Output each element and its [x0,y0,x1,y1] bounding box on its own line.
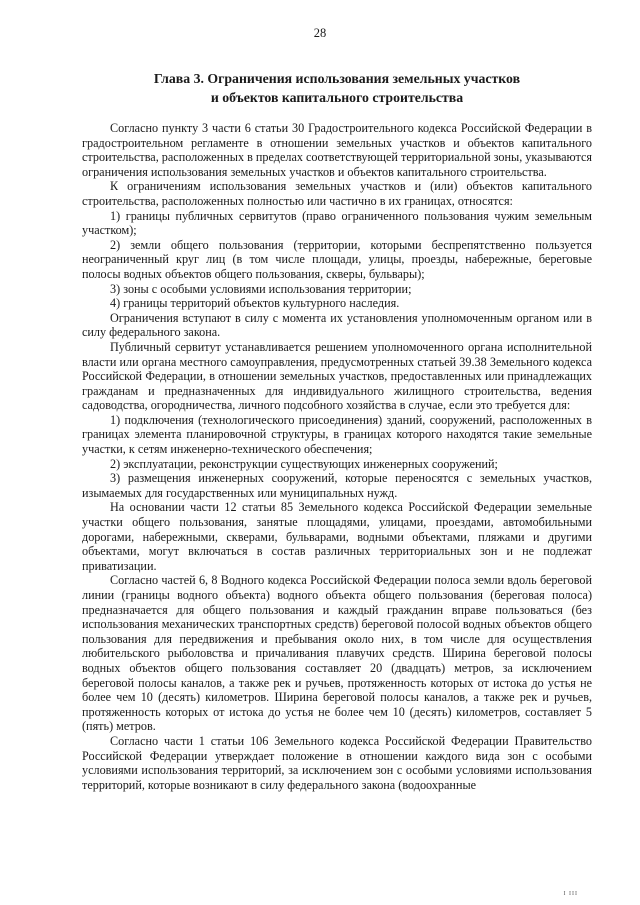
paragraph: Публичный сервитут устанавливается решением уполномоченного органа исполнительной власти или органа местного самоуправления, предусмотренных статьей 39.38 Земельного кодекса Российской Федерации, в отношении земельных участков, предоставленных или принадлежащих гражданам и предназначенных для индивидуального жилищного строительства, ведения садоводства, огородничества, личного подсобного хозяйства в случае, если это требуется для: [82,339,592,413]
chapter-title-line-2: и объектов капитального строительства [210,89,464,105]
corner-mark: I III [563,891,578,897]
list-item: 1) подключения (технологического присоединения) зданий, сооружений, расположенных в границах элемента планировочной структуры, в границах которого находятся такие земельные участки, к сетям инженерно-технического обеспечения; [82,412,592,457]
paragraph: Согласно пункту 3 части 6 статьи 30 Градостроительного кодекса Российской Федерации в градостроительном регламенте в отношении земельных участков и объектов капитального строительства, расположенных в пределах соответствующей территориальной зоны, указываются ограничения использования земельных участков и объектов капитального строительства. [82,121,592,179]
chapter-title-line-1: Глава 3. Ограничения использования земельных участков [153,71,521,86]
body-text [82,121,592,792]
paragraph: На основании части 12 статьи 85 Земельного кодекса Российской Федерации земельные участки общего пользования, занятые площадями, улицами, проездами, автомобильными дорогами, набережными, скверами, бульварами, водными объектами, пляжами и другими объектами, могут включаться в состав различных территориальных зон и не подлежат приватизации. [82,500,592,573]
page-number: 28 [313,26,327,40]
paragraph: К ограничениям использования земельных участков и (или) объектов капитального строительства, расположенных полностью или частично в их границах, относятся: [82,179,592,208]
list-item: 4) границы территорий объектов культурного наследия. [110,296,400,311]
paragraph: Согласно части 1 статьи 106 Земельного кодекса Российской Федерации Правительство Российской Федерации утверждает положение в отношении каждого вида зон с особыми условиями использования территорий, за исключением зон с особыми условиями использования территорий, которые возникают в силу федерального закона (водоохранные [82,733,592,792]
paragraph: Ограничения вступают в силу с момента их установления уполномоченным органом или в силу федерального закона. [82,310,592,340]
list-item: 3) размещения инженерных сооружений, которые переносятся с земельных участков, изымаемых для государственных или муниципальных нужд. [82,471,592,500]
list-item: 2) земли общего пользования (территории, которыми беспрепятственно пользуется неограниченный круг лиц (в том числе площади, улицы, проезды, набережные, береговые полосы водных объектов общего пользования, скверы, бульвары); [82,237,592,281]
list-item: 1) границы публичных сервитутов (право ограниченного пользования чужим земельным участком); [82,208,592,238]
list-item: 2) эксплуатации, реконструкции существующих инженерных сооружений; [110,456,498,471]
paragraph: Согласно частей 6, 8 Водного кодекса Российской Федерации полоса земли вдоль береговой линии (границы водного объекта) водного объекта общего пользования (береговая полоса) предназначается для общего пользования и каждый гражданин вправе пользоваться (без использования механических транспортных средств) береговой полосой водных объектов общего пользования для передвижения и пребывания около них, в том числе для осуществления любительского рыболовства и причаливания плавучих средств. Ширина береговой полосы водных объектов общего пользования составляет 20 (двадцать) метров, за исключением береговой полосы каналов, а также рек и ручьев, протяженность которых от истока до устья не более чем 10 (десять) километров. Ширина береговой полосы каналов, а также рек и ручьев, протяженность которых от истока до устья не более чем 10 (десять) километров, составляет 5 (пять) метров. [82,573,592,734]
list-item: 3) зоны с особыми условиями использования территории; [110,281,412,296]
chapter-title [82,70,592,107]
